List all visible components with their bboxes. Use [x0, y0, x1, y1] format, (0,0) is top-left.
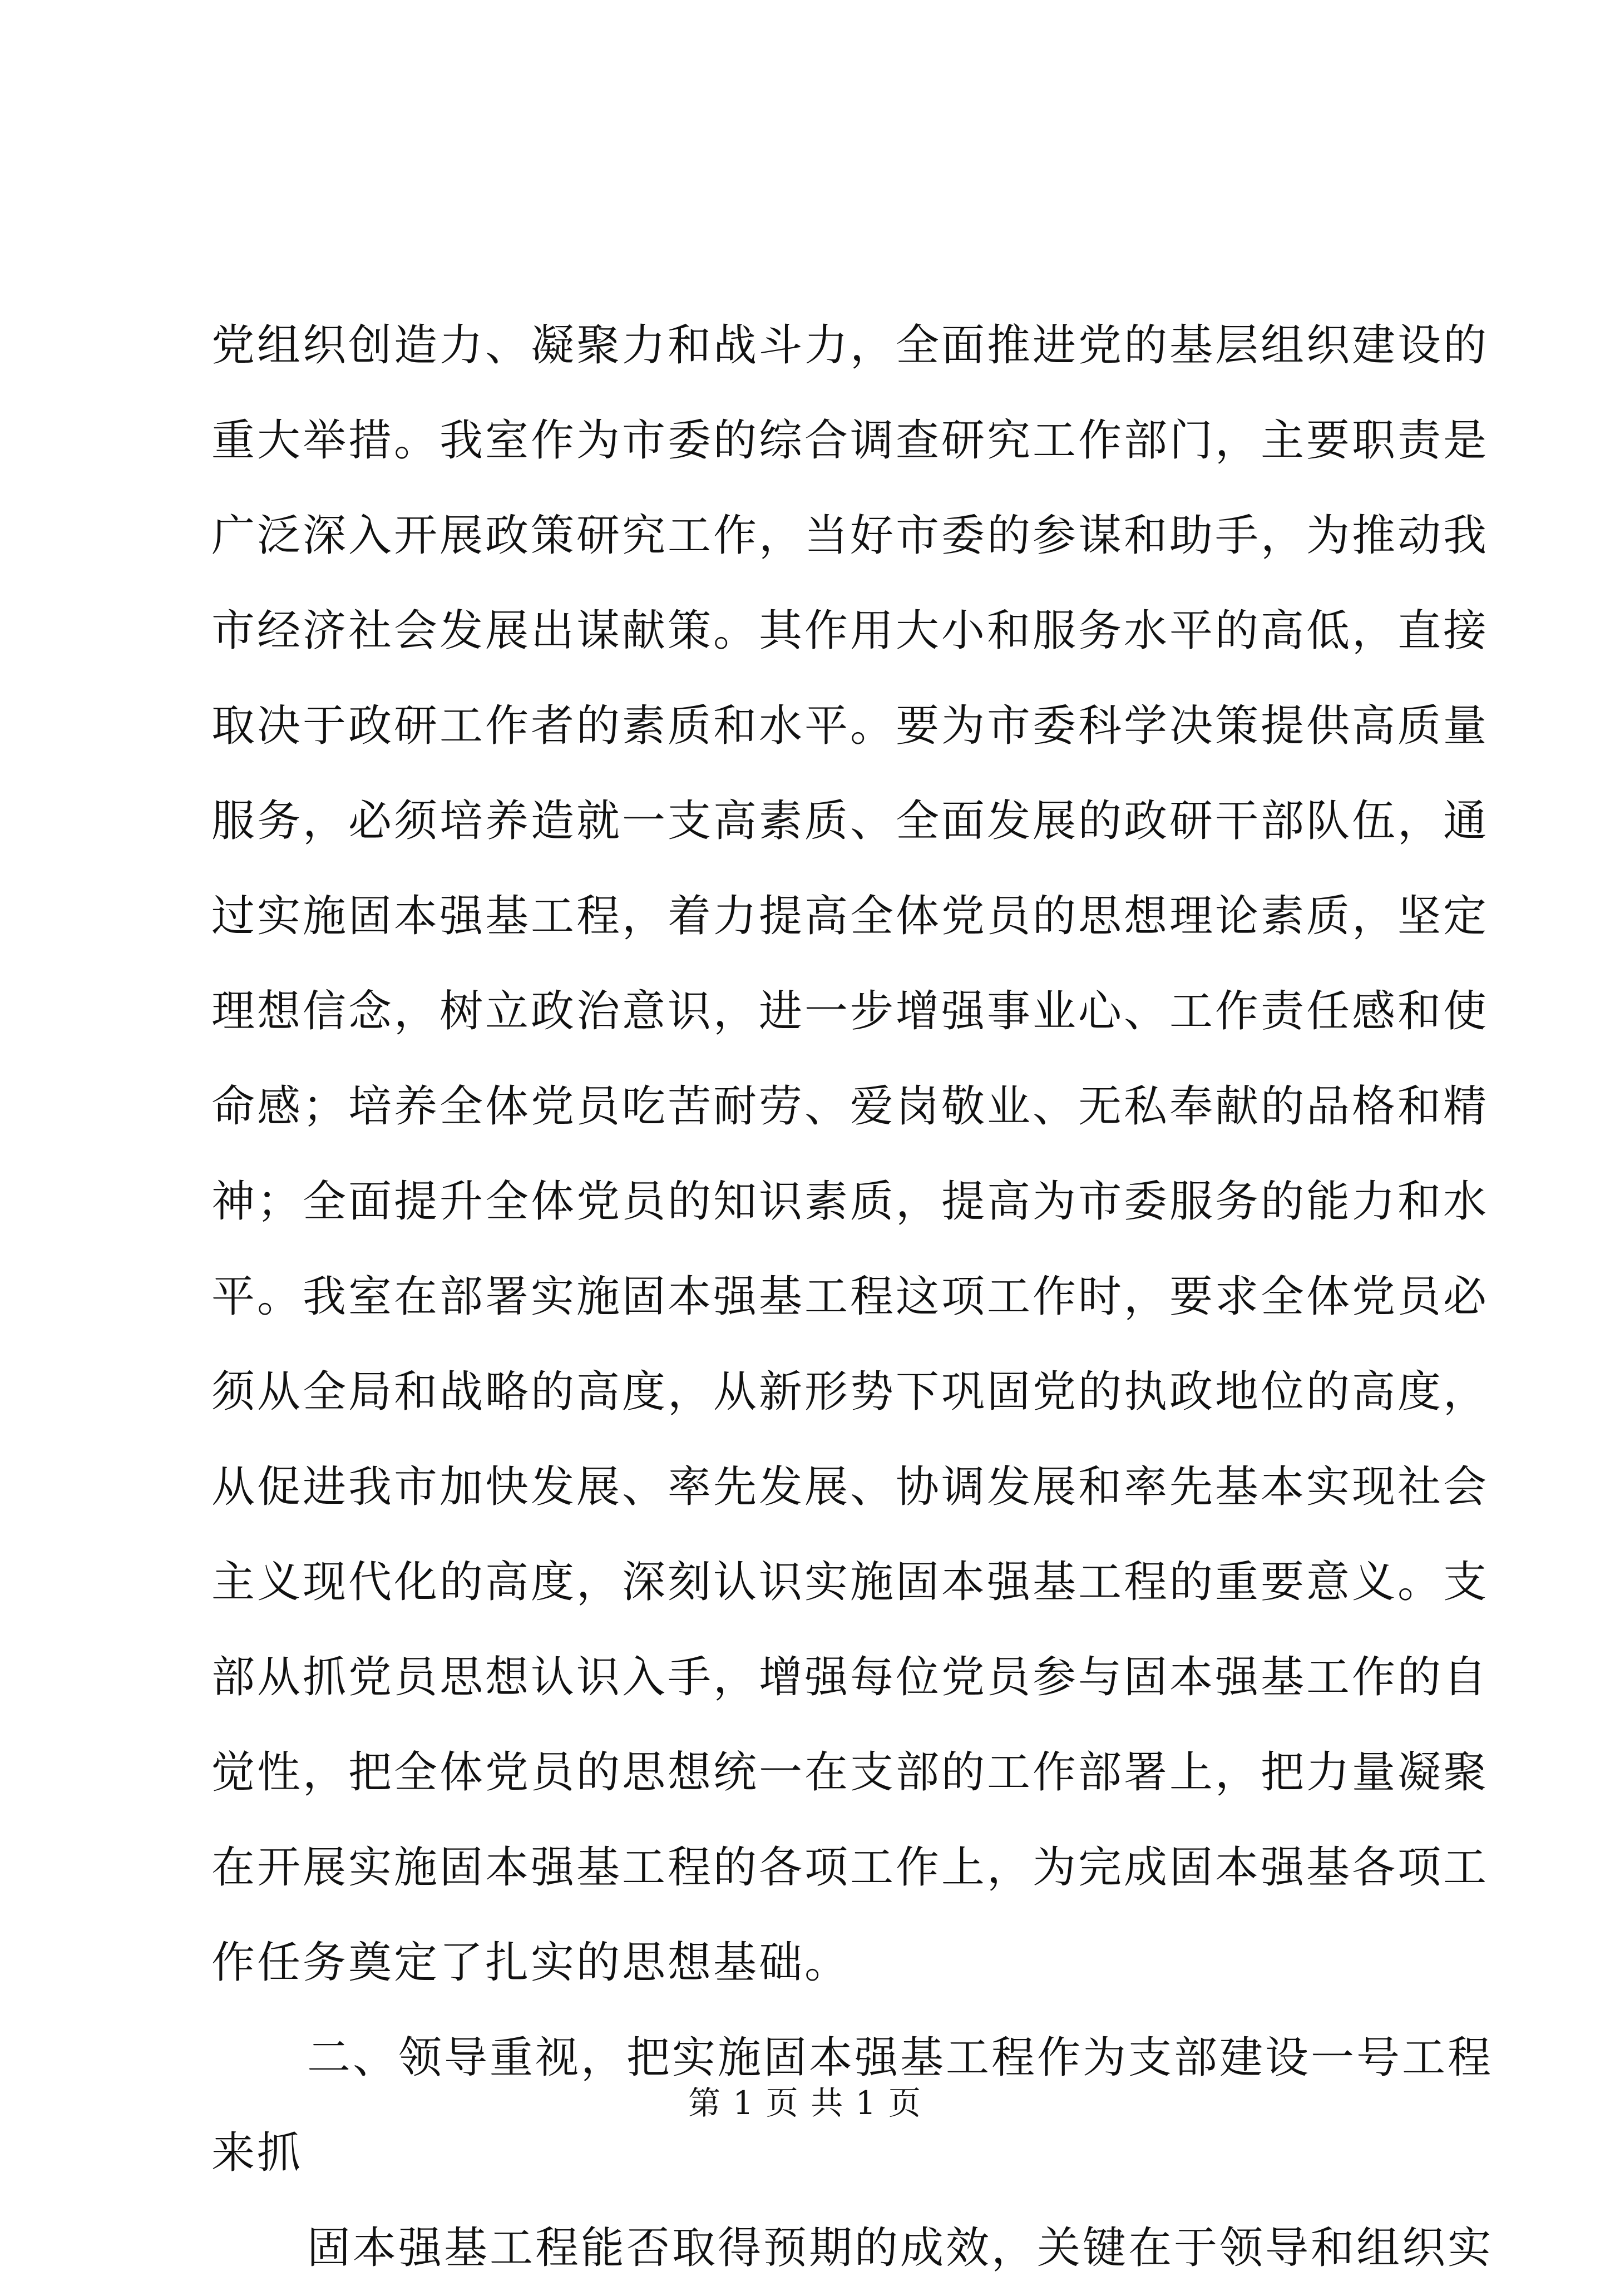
text-line: 在开展实施固本强基工程的各项工作上，为完成固本强基各项工	[211, 1843, 1489, 1893]
text-line: 平。我室在部署实施固本强基工程这项工作时，要求全体党员必	[211, 1272, 1489, 1322]
text-line: 取决于政研工作者的素质和水平。要为市委科学决策提供高质量	[211, 701, 1489, 751]
text-line: 党组织创造力、凝聚力和战斗力，全面推进党的基层组织建设的	[211, 320, 1489, 371]
text-line: 命感；培养全体党员吃苦耐劳、爱岗敬业、无私奉献的品格和精	[211, 1082, 1489, 1132]
text-line: 作任务奠定了扎实的思想基础。	[211, 1938, 851, 1988]
text-line: 固本强基工程能否取得预期的成效，关键在于领导和组织实	[307, 2223, 1494, 2273]
text-line: 觉性，把全体党员的思想统一在支部的工作部署上，把力量凝聚	[211, 1747, 1489, 1798]
text-line: 服务，必须培养造就一支高素质、全面发展的政研干部队伍，通	[211, 796, 1489, 846]
text-line: 市经济社会发展出谋献策。其作用大小和服务水平的高低，直接	[211, 606, 1489, 656]
text-line: 神；全面提升全体党员的知识素质，提高为市委服务的能力和水	[211, 1177, 1489, 1227]
text-line: 理想信念，树立政治意识，进一步增强事业心、工作责任感和使	[211, 986, 1489, 1036]
section-heading-line: 二、领导重视，把实施固本强基工程作为支部建设一号工程	[307, 2033, 1494, 2083]
body-text	[211, 298, 1494, 2296]
text-line: 从促进我市加快发展、率先发展、协调发展和率先基本实现社会	[211, 1462, 1489, 1512]
section-heading-line: 来抓	[211, 2128, 303, 2178]
text-line: 重大举措。我室作为市委的综合调查研究工作部门，主要职责是	[211, 416, 1489, 466]
page-footer: 第 1 页 共 1 页	[688, 2084, 922, 2122]
text-line: 广泛深入开展政策研究工作，当好市委的参谋和助手，为推动我	[211, 511, 1489, 561]
text-line: 须从全局和战略的高度，从新形势下巩固党的执政地位的高度，	[211, 1367, 1489, 1417]
text-line: 部从抓党员思想认识入手，增强每位党员参与固本强基工作的自	[211, 1652, 1489, 1702]
text-line: 过实施固本强基工程，着力提高全体党员的思想理论素质，坚定	[211, 891, 1489, 941]
text-line: 主义现代化的高度，深刻认识实施固本强基工程的重要意义。支	[211, 1557, 1489, 1607]
